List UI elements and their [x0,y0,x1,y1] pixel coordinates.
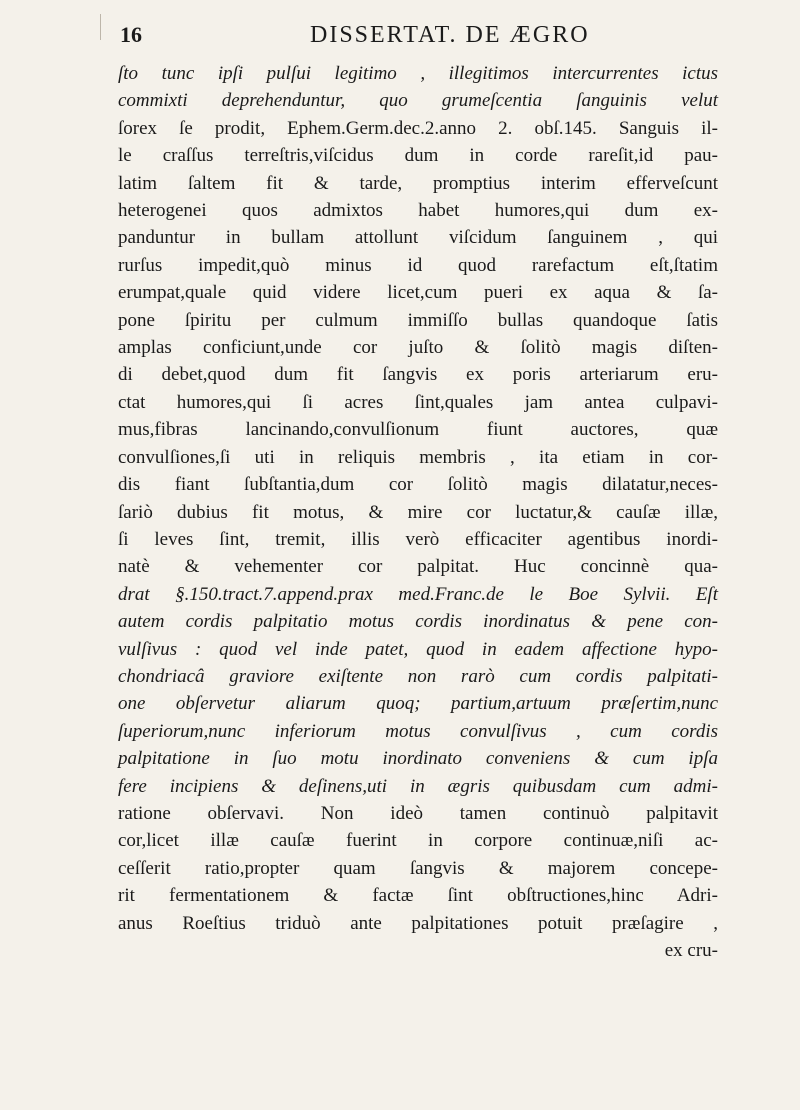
text-line: mus,fibras lancinando,convulſionum fiunt auctores, quæ [118,419,718,441]
text-line: autem cordis palpitatio motus cordis inordinatus & pene con- [118,611,718,633]
text-line: latim ſaltem fit & tarde, promptius interim efferveſcunt [118,172,718,194]
text-line: vulſivus : quod vel inde patet, quod in eadem affectione hypo- [118,638,718,660]
page-number: 16 [120,22,142,47]
text-line: natè & vehementer cor palpitat. Huc concinnè qua- [118,556,718,578]
text-line: convulſiones,ſi uti in reliquis membris , ita etiam in cor- [118,446,718,468]
text-line: ſariò dubius fit motus, & mire cor luctatur,& cauſæ illæ, [118,501,718,523]
text-line: one obſervetur aliarum quoq; partium,artuum præſertim,nunc [118,693,718,715]
text-line: ctat humores,qui ſi acres ſint,quales jam antea culpavi- [118,391,718,413]
text-line: le craſſus terreſtris,viſcidus dum in corde rareſit,id pau- [118,145,718,167]
text-line: dis fiant ſubſtantia,dum cor ſolitò magis dilatatur,neces- [118,474,718,496]
running-title: DISSERTAT. DE ÆGRO [310,22,590,48]
text-line: anus Roeſtius triduò ante palpitationes potuit præſagire , [118,912,718,934]
text-line: ratione obſervavi. Non ideò tamen continuò palpitavit [118,802,718,824]
text-line: ſi leves ſint, tremit, illis verò efficaciter agentibus inordi- [118,528,718,550]
text-line: heterogenei quos admixtos habet humores,qui dum ex- [118,200,718,222]
text-line: cor,licet illæ cauſæ fuerint in corpore continuæ,niſi ac- [118,830,718,852]
text-line: ex cru- [664,940,718,961]
text-line: ſorex ſe prodit, Ephem.Germ.dec.2.anno 2. obſ.145. Sanguis il- [118,117,718,139]
text-line: erumpat,quale quid videre licet,cum pueri ex aqua & ſa- [118,282,718,304]
text-line: ſuperiorum,nunc inferiorum motus convulſivus , cum cordis [118,720,718,742]
text-line: rit fermentationem & factæ ſint obſtructiones,hinc Adri- [118,885,718,907]
text-line: commixti deprehenduntur, quo grumeſcentia ſanguinis velut [118,90,718,112]
text-line: ceſſerit ratio,propter quam ſangvis & majorem concepe- [118,857,718,879]
page-header [118,22,718,54]
text-line: fere incipiens & deſinens,uti in ægris quibusdam cum admi- [118,775,718,797]
text-line: di debet,quod dum fit ſangvis ex poris arteriarum eru- [118,364,718,386]
gutter-mark [100,14,107,40]
text-line: pone ſpiritu per culmum immiſſo bullas quandoque ſatis [118,309,718,331]
body-text [118,60,718,964]
text-line: amplas conficiunt,unde cor juſto & ſolitò magis diſten- [118,337,718,359]
text-line: drat §.150.tract.7.append.prax med.Franc.de le Boe Sylvii. Eſt [118,583,718,605]
text-line: palpitatione in ſuo motu inordinato conveniens & cum ipſa [118,748,718,770]
text-line: ſto tunc ipſi pulſui legitimo , illegitimos intercurrentes ictus [118,63,718,84]
text-line: rurſus impedit,quò minus id quod rarefactum eſt,ſtatim [118,254,718,276]
text-line: chondriacâ graviore exiſtente non rarò cum cordis palpitati- [118,665,718,687]
text-line: panduntur in bullam attollunt viſcidum ſanguinem , qui [118,227,718,249]
